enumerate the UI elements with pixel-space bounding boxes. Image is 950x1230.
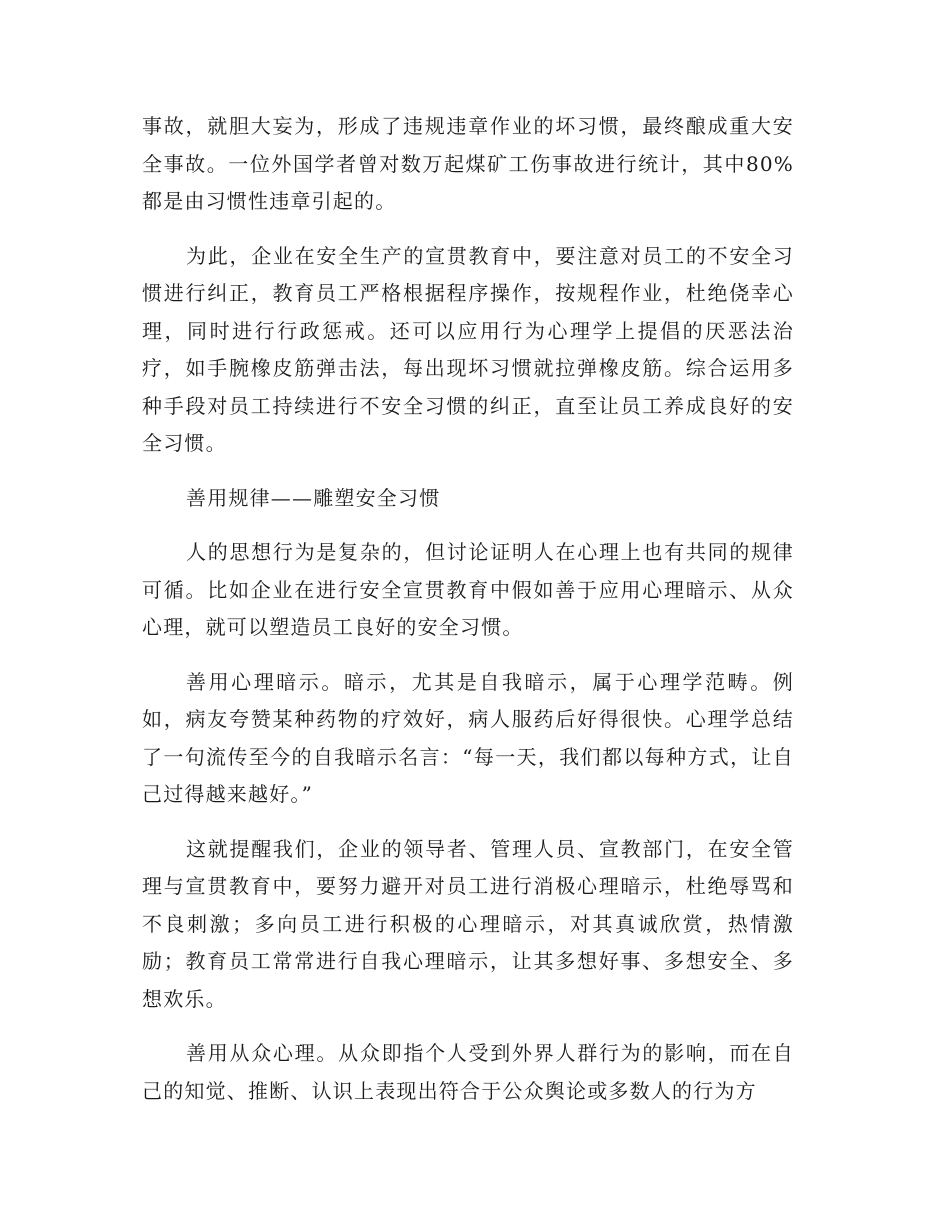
paragraph-2: 为此，企业在安全生产的宣贯教育中，要注意对员工的不安全习惯进行纠正，教育员工严格根据程序操作，按规程作业，杜绝侥幸心理，同时进行行政惩戒。还可以应用行为心理学上提倡的厌恶法治疗，如手腕橡皮筋弹击法，每出现坏习惯就拉弹橡皮筋。综合运用多种手段对员工持续进行不安全习惯的纠正，直至让员工养成良好的安全习惯。: [142, 243, 794, 455]
paragraph-6: 善用从众心理。从众即指个人受到外界人群行为的影响，而在自己的知觉、推断、认识上表现出符合于公众舆论或多数人的行为方: [142, 1041, 794, 1103]
paragraph-5: 这就提醒我们，企业的领导者、管理人员、宣教部门，在安全管理与宣贯教育中，要努力避开对员工进行消极心理暗示，杜绝辱骂和不良刺激；多向员工进行积极的心理暗示，对其真诚欣赏，热情激励；教育员工常常进行自我心理暗示，让其多想好事、多想安全、多想欢乐。: [142, 836, 794, 1011]
paragraph-3: 人的思想行为是复杂的，但讨论证明人在心理上也有共同的规律可循。比如企业在进行安全宣贯教育中假如善于应用心理暗示、从众心理，就可以塑造员工良好的安全习惯。: [142, 540, 794, 639]
paragraph-4: 善用心理暗示。暗示，尤其是自我暗示，属于心理学范畴。例如，病友夸赞某种药物的疗效好，病人服药后好得很快。心理学总结了一句流传至今的自我暗示名言：“每一天，我们都以每种方式，让自己过得越来越好。”: [142, 669, 794, 806]
paragraph-1: 事故，就胆大妄为，形成了违规违章作业的坏习惯，最终酿成重大安全事故。一位外国学者曾对数万起煤矿工伤事故进行统计，其中80%都是由习惯性违章引起的。: [142, 114, 794, 213]
section-heading: 善用规律——雕塑安全习惯: [186, 485, 441, 510]
document-body: [142, 108, 794, 1127]
